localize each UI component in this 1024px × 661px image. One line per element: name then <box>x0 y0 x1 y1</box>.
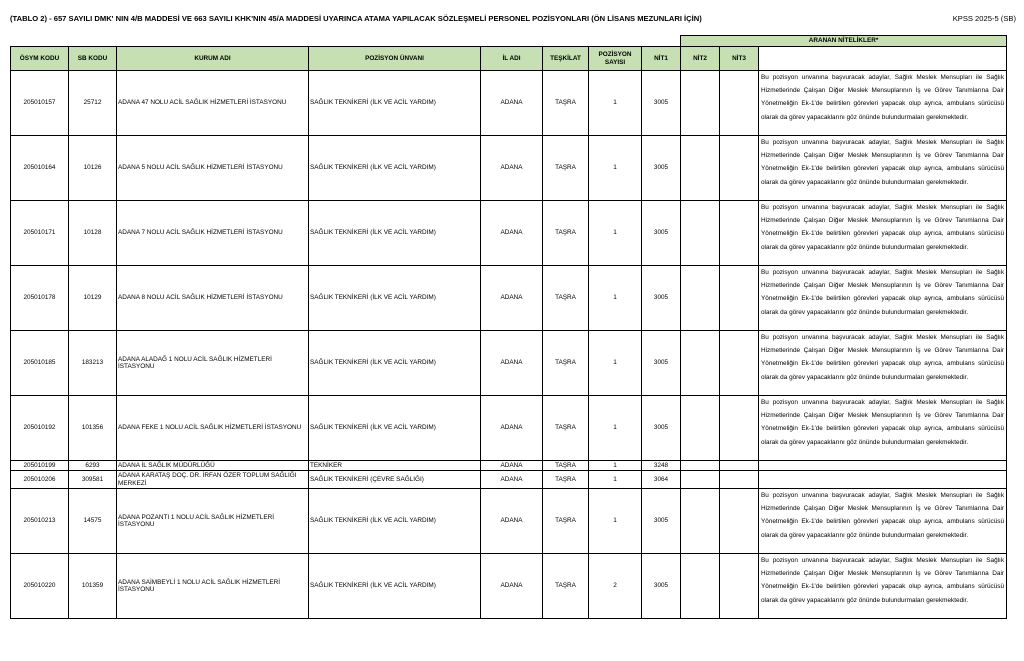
aciklama-cell <box>759 461 1007 471</box>
sayi-cell: 1 <box>589 266 642 331</box>
header-sayi: POZİSYON SAYISI <box>589 47 642 71</box>
sb-cell: 309581 <box>69 471 117 489</box>
nit3-cell <box>720 396 759 461</box>
sb-cell: 10126 <box>69 136 117 201</box>
teskilat-cell: TAŞRA <box>543 489 589 554</box>
il-cell: ADANA <box>481 554 543 619</box>
pozisyon-cell: SAĞLIK TEKNİKERİ (İLK VE ACİL YARDIM) <box>309 396 481 461</box>
kurum-cell: ADANA ALADAĞ 1 NOLU ACİL SAĞLIK HİZMETLERİ İSTASYONU <box>117 331 309 396</box>
aciklama-cell <box>759 471 1007 489</box>
pozisyon-cell: SAĞLIK TEKNİKERİ (İLK VE ACİL YARDIM) <box>309 201 481 266</box>
teskilat-cell: TAŞRA <box>543 331 589 396</box>
nit3-cell <box>720 331 759 396</box>
sb-cell: 6293 <box>69 461 117 471</box>
document-title: (TABLO 2) - 657 SAYILI DMK' NIN 4/B MADDESİ VE 663 SAYILI KHK'NIN 45/A MADDESİ UYARINCA ATAMA YAPILACAK SÖZLEŞMELİ PERSONEL POZİSYONLARI (ÖN LİSANS MEZUNLARI İÇİN) <box>10 14 702 23</box>
table-row <box>11 331 1007 396</box>
header-pozisyon: POZİSYON ÜNVANI <box>309 47 481 71</box>
nit2-cell <box>681 266 720 331</box>
nit3-cell <box>720 201 759 266</box>
header-nit2: NİT2 <box>681 47 720 71</box>
header-nit3: NİT3 <box>720 47 759 71</box>
osym-cell: 205010164 <box>11 136 69 201</box>
sb-cell: 25712 <box>69 71 117 136</box>
teskilat-cell: TAŞRA <box>543 554 589 619</box>
teskilat-cell: TAŞRA <box>543 396 589 461</box>
teskilat-cell: TAŞRA <box>543 461 589 471</box>
nit1-cell: 3005 <box>642 331 681 396</box>
nit2-cell <box>681 71 720 136</box>
table-row <box>11 554 1007 619</box>
sb-cell: 10129 <box>69 266 117 331</box>
teskilat-cell: TAŞRA <box>543 471 589 489</box>
aciklama-cell: Bu pozisyon unvanına başvuracak adaylar, Sağlık Meslek Mensupları ile Sağlık Hizmetlerinde Çalışan Diğer Meslek Mensuplarının İş ve Görev Tanımlarına Dair Yönetmeliğin Ek-1'de belirtilen görevleri yapacak olup ayrıca, ambulans sürücüsü olarak da görev yapacaklarını göz önünde bulundurmaları gerekmektedir. <box>759 71 1007 136</box>
osym-cell: 205010199 <box>11 461 69 471</box>
sayi-cell: 1 <box>589 461 642 471</box>
header-teskilat: TEŞKİLAT <box>543 47 589 71</box>
sayi-cell: 1 <box>589 471 642 489</box>
sayi-cell: 2 <box>589 554 642 619</box>
kurum-cell: ADANA İL SAĞLIK MÜDÜRLÜĞÜ <box>117 461 309 471</box>
osym-cell: 205010213 <box>11 489 69 554</box>
table-row <box>11 461 1007 471</box>
il-cell: ADANA <box>481 471 543 489</box>
teskilat-cell: TAŞRA <box>543 266 589 331</box>
nit1-cell: 3005 <box>642 489 681 554</box>
header-il: İL ADI <box>481 47 543 71</box>
nit2-cell <box>681 396 720 461</box>
table-body <box>11 71 1007 619</box>
nit2-cell <box>681 136 720 201</box>
osym-cell: 205010192 <box>11 396 69 461</box>
nit3-cell <box>720 471 759 489</box>
osym-cell: 205010206 <box>11 471 69 489</box>
kurum-cell: ADANA 47 NOLU ACİL SAĞLIK HİZMETLERİ İSTASYONU <box>117 71 309 136</box>
teskilat-cell: TAŞRA <box>543 136 589 201</box>
table-row <box>11 396 1007 461</box>
kurum-cell: ADANA 8 NOLU ACİL SAĞLIK HİZMETLERİ İSTASYONU <box>117 266 309 331</box>
sayi-cell: 1 <box>589 396 642 461</box>
pozisyon-cell: SAĞLIK TEKNİKERİ (İLK VE ACİL YARDIM) <box>309 331 481 396</box>
nit1-cell: 3005 <box>642 396 681 461</box>
nit1-cell: 3064 <box>642 471 681 489</box>
nit2-cell <box>681 489 720 554</box>
kurum-cell: ADANA 7 NOLU ACİL SAĞLIK HİZMETLERİ İSTASYONU <box>117 201 309 266</box>
nit1-cell: 3005 <box>642 71 681 136</box>
aciklama-cell: Bu pozisyon unvanına başvuracak adaylar, Sağlık Meslek Mensupları ile Sağlık Hizmetlerinde Çalışan Diğer Meslek Mensuplarının İş ve Görev Tanımlarına Dair Yönetmeliğin Ek-1'de belirtilen görevleri yapacak olup ayrıca, ambulans sürücüsü olarak da görev yapacaklarını göz önünde bulundurmaları gerekmektedir. <box>759 554 1007 619</box>
nit3-cell <box>720 461 759 471</box>
header-sb: SB KODU <box>69 47 117 71</box>
il-cell: ADANA <box>481 71 543 136</box>
aciklama-cell: Bu pozisyon unvanına başvuracak adaylar, Sağlık Meslek Mensupları ile Sağlık Hizmetlerinde Çalışan Diğer Meslek Mensuplarının İş ve Görev Tanımlarına Dair Yönetmeliğin Ek-1'de belirtilen görevleri yapacak olup ayrıca, ambulans sürücüsü olarak da görev yapacaklarını göz önünde bulundurmaları gerekmektedir. <box>759 266 1007 331</box>
header-osym: ÖSYM KODU <box>11 47 69 71</box>
il-cell: ADANA <box>481 201 543 266</box>
table-row <box>11 136 1007 201</box>
nit3-cell <box>720 266 759 331</box>
positions-table <box>10 35 1007 619</box>
nit2-cell <box>681 331 720 396</box>
kurum-cell: ADANA KARATAŞ DOÇ. DR. İRFAN ÖZER TOPLUM SAĞLIĞI MERKEZİ <box>117 471 309 489</box>
sb-cell: 183213 <box>69 331 117 396</box>
sayi-cell: 1 <box>589 71 642 136</box>
kurum-cell: ADANA POZANTI 1 NOLU ACİL SAĞLIK HİZMETLERİ İSTASYONU <box>117 489 309 554</box>
kurum-cell: ADANA 5 NOLU ACİL SAĞLIK HİZMETLERİ İSTASYONU <box>117 136 309 201</box>
pozisyon-cell: TEKNİKER <box>309 461 481 471</box>
aciklama-cell: Bu pozisyon unvanına başvuracak adaylar, Sağlık Meslek Mensupları ile Sağlık Hizmetlerinde Çalışan Diğer Meslek Mensuplarının İş ve Görev Tanımlarına Dair Yönetmeliğin Ek-1'de belirtilen görevleri yapacak olup ayrıca, ambulans sürücüsü olarak da görev yapacaklarını göz önünde bulundurmaları gerekmektedir. <box>759 331 1007 396</box>
pozisyon-cell: SAĞLIK TEKNİKERİ (İLK VE ACİL YARDIM) <box>309 266 481 331</box>
nit2-cell <box>681 471 720 489</box>
nit1-cell: 3005 <box>642 266 681 331</box>
pozisyon-cell: SAĞLIK TEKNİKERİ (ÇEVRE SAĞLIĞI) <box>309 471 481 489</box>
nit2-cell <box>681 554 720 619</box>
il-cell: ADANA <box>481 489 543 554</box>
aciklama-cell: Bu pozisyon unvanına başvuracak adaylar, Sağlık Meslek Mensupları ile Sağlık Hizmetlerinde Çalışan Diğer Meslek Mensuplarının İş ve Görev Tanımlarına Dair Yönetmeliğin Ek-1'de belirtilen görevleri yapacak olup ayrıca, ambulans sürücüsü olarak da görev yapacaklarını göz önünde bulundurmaları gerekmektedir. <box>759 396 1007 461</box>
sayi-cell: 1 <box>589 201 642 266</box>
table-row <box>11 71 1007 136</box>
pozisyon-cell: SAĞLIK TEKNİKERİ (İLK VE ACİL YARDIM) <box>309 71 481 136</box>
teskilat-cell: TAŞRA <box>543 71 589 136</box>
nit3-cell <box>720 136 759 201</box>
nit2-cell <box>681 201 720 266</box>
table-row <box>11 266 1007 331</box>
nit1-cell: 3248 <box>642 461 681 471</box>
nit3-cell <box>720 71 759 136</box>
osym-cell: 205010178 <box>11 266 69 331</box>
sayi-cell: 1 <box>589 136 642 201</box>
sb-cell: 10128 <box>69 201 117 266</box>
sb-cell: 101356 <box>69 396 117 461</box>
sayi-cell: 1 <box>589 331 642 396</box>
pozisyon-cell: SAĞLIK TEKNİKERİ (İLK VE ACİL YARDIM) <box>309 136 481 201</box>
sb-cell: 101359 <box>69 554 117 619</box>
il-cell: ADANA <box>481 136 543 201</box>
header-kurum: KURUM ADI <box>117 47 309 71</box>
table-row <box>11 489 1007 554</box>
sayi-cell: 1 <box>589 489 642 554</box>
nit1-cell: 3005 <box>642 554 681 619</box>
header-nit1: NİT1 <box>642 47 681 71</box>
kurum-cell: ADANA FEKE 1 NOLU ACİL SAĞLIK HİZMETLERİ İSTASYONU <box>117 396 309 461</box>
teskilat-cell: TAŞRA <box>543 201 589 266</box>
aciklama-cell: Bu pozisyon unvanına başvuracak adaylar, Sağlık Meslek Mensupları ile Sağlık Hizmetlerinde Çalışan Diğer Meslek Mensuplarının İş ve Görev Tanımlarına Dair Yönetmeliğin Ek-1'de belirtilen görevleri yapacak olup ayrıca, ambulans sürücüsü olarak da görev yapacaklarını göz önünde bulundurmaları gerekmektedir. <box>759 489 1007 554</box>
il-cell: ADANA <box>481 461 543 471</box>
nit1-cell: 3005 <box>642 201 681 266</box>
table-row <box>11 201 1007 266</box>
osym-cell: 205010157 <box>11 71 69 136</box>
pozisyon-cell: SAĞLIK TEKNİKERİ (İLK VE ACİL YARDIM) <box>309 554 481 619</box>
il-cell: ADANA <box>481 331 543 396</box>
il-cell: ADANA <box>481 396 543 461</box>
nit1-cell: 3005 <box>642 136 681 201</box>
kurum-cell: ADANA SAİMBEYLİ 1 NOLU ACİL SAĞLIK HİZMETLERİ İSTASYONU <box>117 554 309 619</box>
pozisyon-cell: SAĞLIK TEKNİKERİ (İLK VE ACİL YARDIM) <box>309 489 481 554</box>
nit2-cell <box>681 461 720 471</box>
il-cell: ADANA <box>481 266 543 331</box>
aciklama-cell: Bu pozisyon unvanına başvuracak adaylar, Sağlık Meslek Mensupları ile Sağlık Hizmetlerinde Çalışan Diğer Meslek Mensuplarının İş ve Görev Tanımlarına Dair Yönetmeliğin Ek-1'de belirtilen görevleri yapacak olup ayrıca, ambulans sürücüsü olarak da görev yapacaklarını göz önünde bulundurmaları gerekmektedir. <box>759 201 1007 266</box>
osym-cell: 205010185 <box>11 331 69 396</box>
osym-cell: 205010220 <box>11 554 69 619</box>
sb-cell: 14575 <box>69 489 117 554</box>
table-row <box>11 471 1007 489</box>
osym-cell: 205010171 <box>11 201 69 266</box>
aciklama-cell: Bu pozisyon unvanına başvuracak adaylar, Sağlık Meslek Mensupları ile Sağlık Hizmetlerinde Çalışan Diğer Meslek Mensuplarının İş ve Görev Tanımlarına Dair Yönetmeliğin Ek-1'de belirtilen görevleri yapacak olup ayrıca, ambulans sürücüsü olarak da görev yapacaklarını göz önünde bulundurmaları gerekmektedir. <box>759 136 1007 201</box>
header-nitelikler: ARANAN NİTELİKLER* <box>681 36 1007 47</box>
nit3-cell <box>720 554 759 619</box>
exam-code: KPSS 2025-5 (SB) <box>952 14 1016 23</box>
nit3-cell <box>720 489 759 554</box>
